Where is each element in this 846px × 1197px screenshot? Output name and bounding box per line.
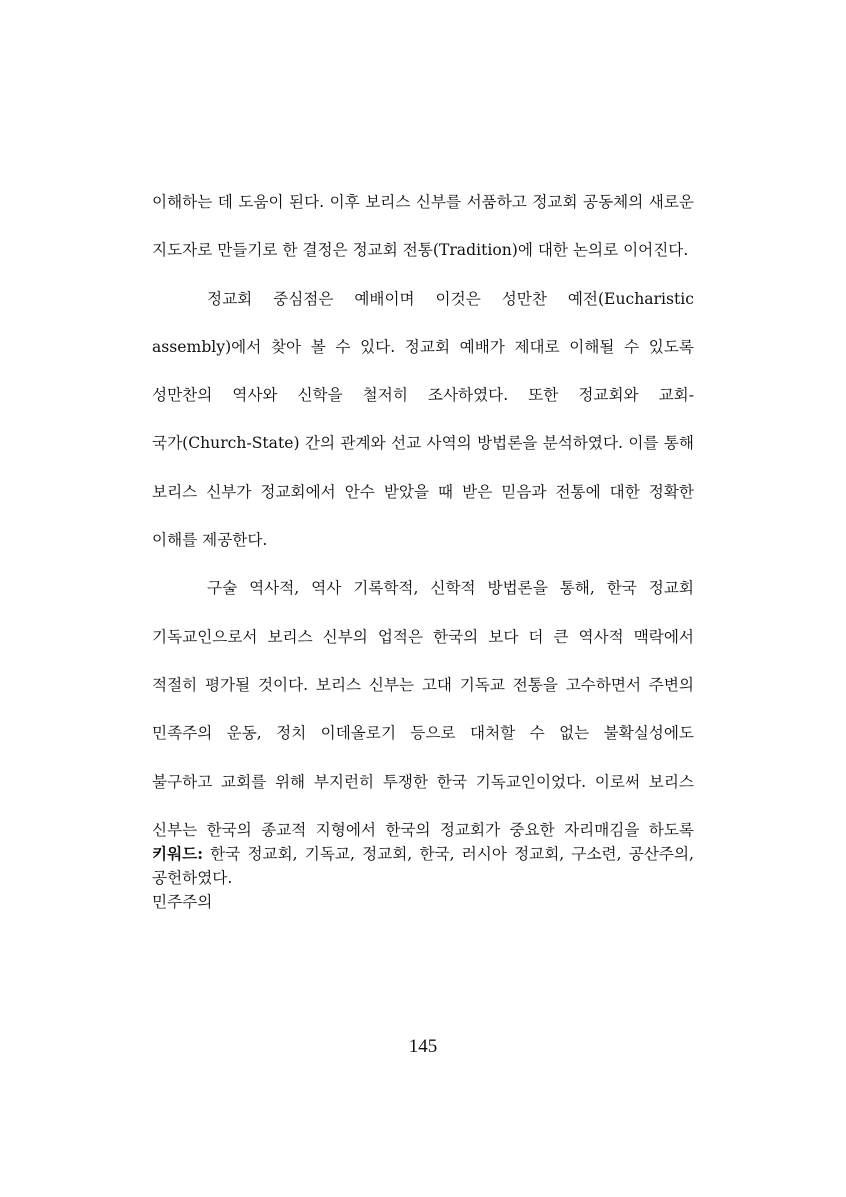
body-text: [152, 186, 694, 910]
page-number: 145: [408, 1036, 438, 1057]
keywords-line: [152, 838, 694, 886]
paragraph-line: 정교회 중심점은 예배이며 이것은 성만찬 예전(Eucharistic: [207, 289, 694, 308]
paragraph-line: 이해를 제공한다.: [152, 531, 268, 550]
paragraph-line: 기독교인으로서 보리스 신부의 업적은 한국의 보다 더 큰 역사적 맥락에서: [152, 627, 694, 646]
paragraph-line: 국가(Church-State) 간의 관계와 선교 사역의 방법론을 분석하였다. 이를 통해: [152, 434, 694, 453]
paragraph-line: 적절히 평가될 것이다. 보리스 신부는 고대 기독교 전통을 고수하면서 주변의: [152, 675, 694, 694]
keywords-label: 키워드:: [152, 844, 203, 863]
paragraph-line: 보리스 신부가 정교회에서 안수 받았을 때 받은 믿음과 전통에 대한 정확한: [152, 482, 694, 501]
keywords: [152, 838, 694, 935]
paragraph-line: 구술 역사적, 역사 기록학적, 신학적 방법론을 통해, 한국 정교회: [207, 579, 694, 598]
paragraph-line: 공헌하였다.: [152, 869, 233, 888]
keywords-list: 한국 정교회, 기독교, 정교회, 한국, 러시아 정교회, 구소련, 공산주의,: [210, 845, 694, 863]
paragraph-line: 지도자로 만들기로 한 결정은 정교회 전통(Tradition)에 대한 논의로 이어진다.: [152, 241, 689, 260]
paragraph-2: [152, 283, 694, 573]
paragraph-line: 이해하는 데 도움이 된다. 이후 보리스 신부를 서품하고 정교회 공동체의 새로운: [152, 193, 694, 211]
paragraph-line: 성만찬의 역사와 신학을 철저히 조사하였다. 또한 정교회와 교회-: [152, 386, 694, 405]
paragraph-line: 민족주의 운동, 정치 이데올로기 등으로 대처할 수 없는 불확실성에도: [152, 724, 694, 743]
paragraph-line: 신부는 한국의 종교적 지형에서 한국의 정교회가 중요한 자리매김을 하도록: [152, 820, 694, 839]
paragraph-1: [152, 186, 694, 283]
paragraph-line: assembly)에서 찾아 볼 수 있다. 정교회 예배가 제대로 이해될 수 있도록: [152, 337, 694, 356]
keywords-line-continued: 민주주의: [152, 893, 213, 912]
paragraph-line: 불구하고 교회를 위해 부지런히 투쟁한 한국 기독교인이었다. 이로써 보리스: [152, 772, 694, 791]
